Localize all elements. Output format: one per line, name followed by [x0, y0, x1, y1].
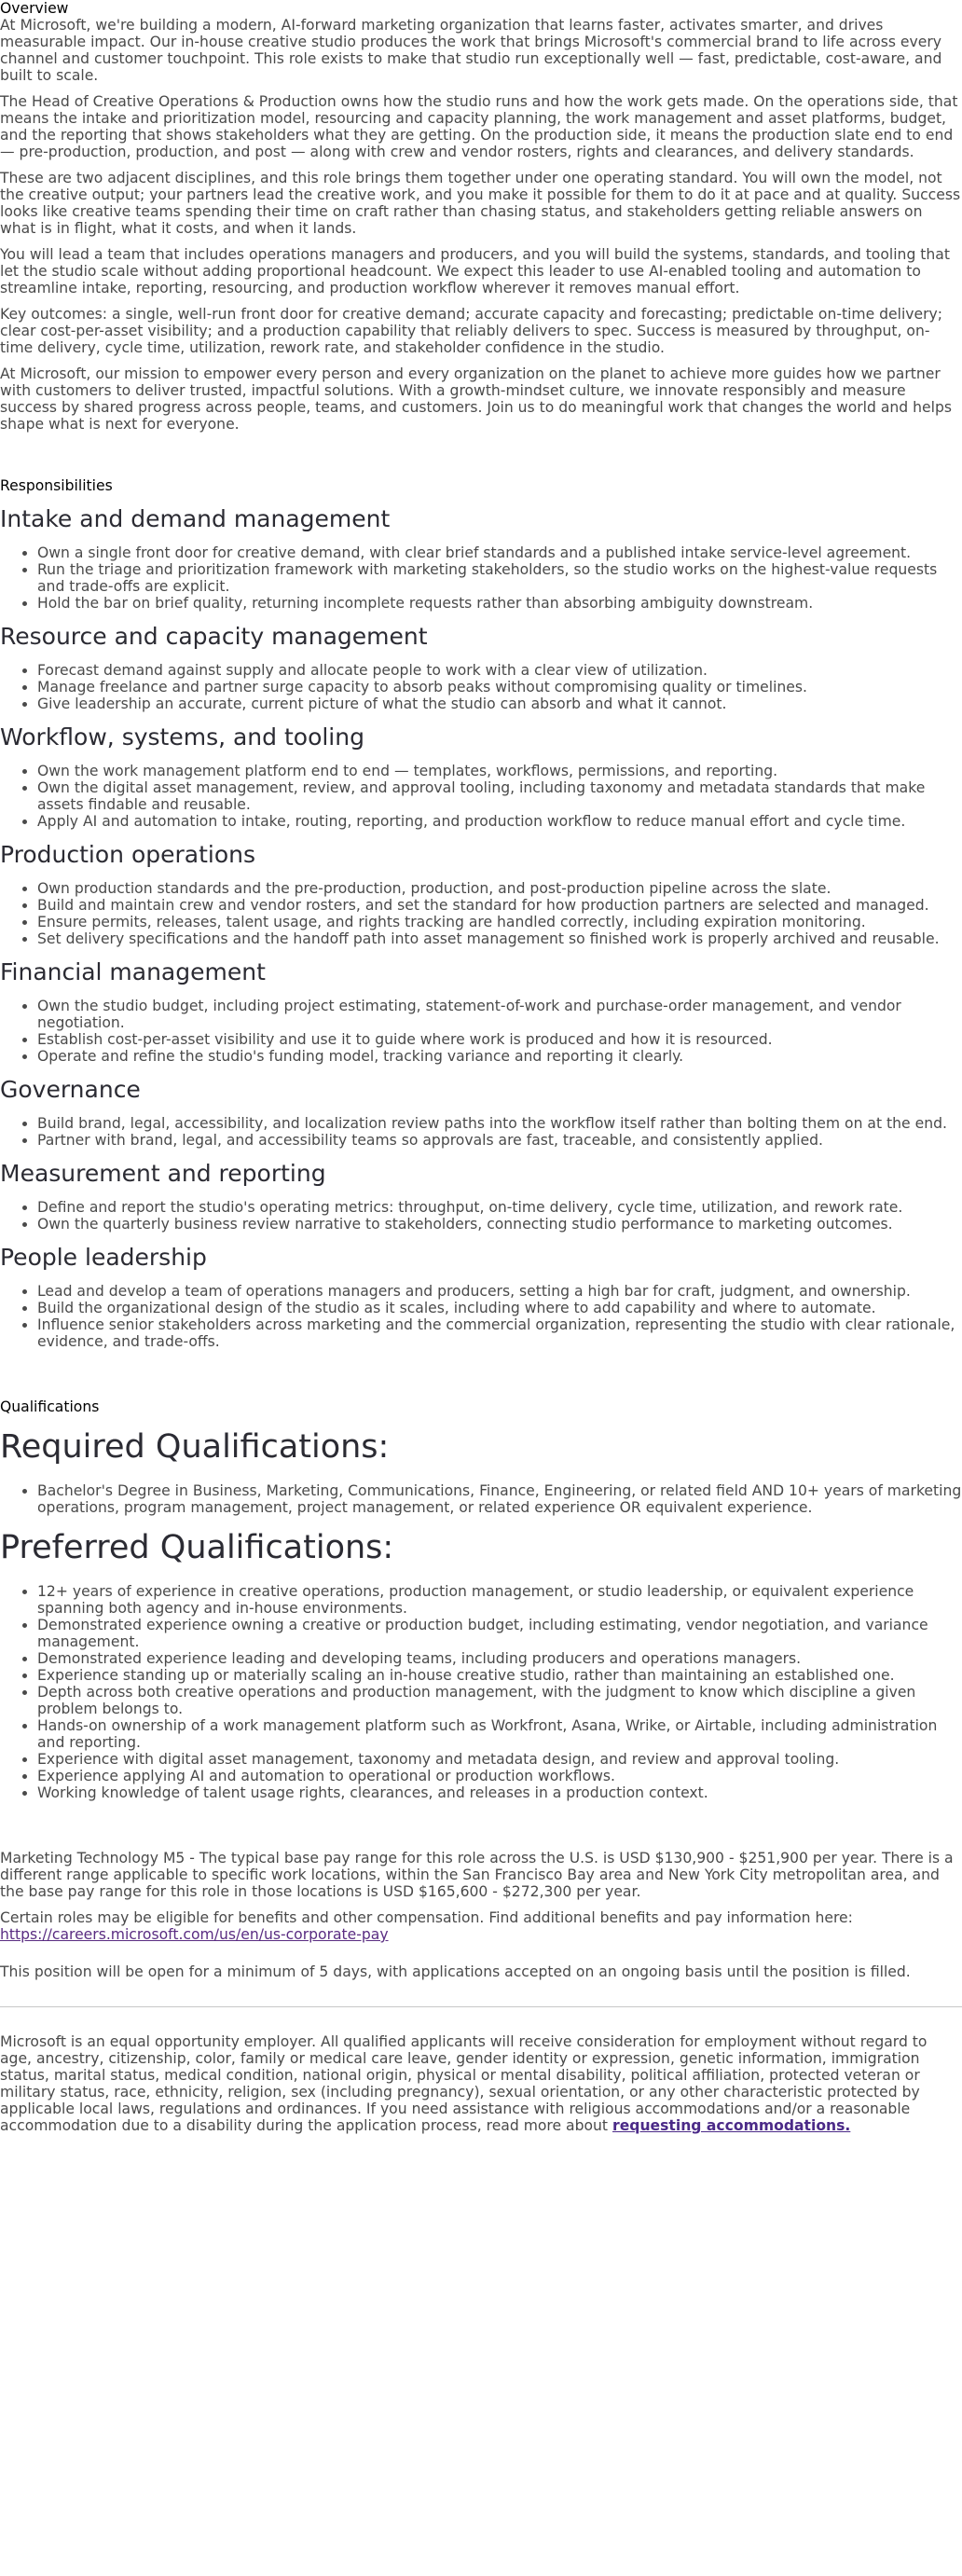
pay-range-text: Marketing Technology M5 - The typical base pay range for this role across the U.S. is USD $130,900 - $251,900 per year. There is a different range applicable to specific work locations, within the San Francisco Bay area and New York City metropolitan area, and the base pay range for this role in those locations is USD $165,600 - $272,300 per year.	[0, 1850, 954, 1900]
responsibility-list	[0, 544, 962, 612]
responsibility-list	[0, 662, 962, 712]
eeo-text: Microsoft is an equal opportunity employer. All qualified applicants will receive consideration for employment without regard to age, ancestry, citizenship, color, family or medical care leave, gender identity or expression, genetic information, immigration status, marital status, medical condition, national origin, physical or mental disability, political affiliation, protected veteran or military status, race, ethnicity, religion, sex (including pregnancy), sexual orientation, or any other characteristic protected by applicable local laws, regulations and ordinances. If you need assistance with religious accommodations and/or a reasonable accommodation due to a disability during the application process, read more about	[0, 2033, 928, 2134]
responsibilities-section	[0, 477, 962, 1350]
list-item: • Operate and refine the studio's funding model, tracking variance and reporting it clearly.	[37, 1048, 962, 1065]
responsibility-heading: Production operations	[0, 841, 256, 868]
list-item: • Ensure permits, releases, talent usage, and rights tracking are handled correctly, including expiration monitoring.	[37, 914, 962, 930]
responsibility-list	[0, 1115, 962, 1149]
list-item: • Define and report the studio's operating metrics: throughput, on-time delivery, cycle time, utilization, and rework rate.	[37, 1199, 962, 1216]
list-item: • Own the digital asset management, review, and approval tooling, including taxonomy and metadata standards that make assets findable and reusable.	[37, 779, 962, 813]
list-item: • Experience standing up or materially scaling an in-house creative studio, rather than maintaining an established one.	[37, 1667, 962, 1684]
list-item: • Partner with brand, legal, and accessibility teams so approvals are fast, traceable, and consistently applied.	[37, 1132, 962, 1149]
responsibility-heading: People leadership	[0, 1244, 207, 1271]
list-item: • Bachelor's Degree in Business, Marketing, Communications, Finance, Engineering, or related field AND 10+ years of marketing operations, program management, project management, or related experience OR equivalent experience.	[37, 1482, 962, 1516]
preferred-qualifications-list	[0, 1583, 962, 1801]
list-item: • Manage freelance and partner surge capacity to absorb peaks without compromising quality or timelines.	[37, 679, 962, 696]
divider	[0, 2006, 962, 2007]
responsibility-list	[0, 1283, 962, 1350]
qualifications-section	[0, 1398, 962, 1801]
responsibility-heading: Workflow, systems, and tooling	[0, 723, 364, 751]
list-item: • Own the quarterly business review narrative to stakeholders, connecting studio performance to marketing outcomes.	[37, 1216, 962, 1233]
benefits-text: Certain roles may be eligible for benefits and other compensation. Find additional benefits and pay information here:	[0, 1909, 853, 1926]
compensation-section	[0, 1850, 962, 1943]
list-item: • Forecast demand against supply and allocate people to work with a clear view of utilization.	[37, 662, 962, 679]
eeo-statement	[0, 2033, 962, 2134]
overview-paragraph: Key outcomes: a single, well-run front door for creative demand; accurate capacity and forecasting; predictable on-time delivery; clear cost-per-asset visibility; and a production capability that reliably delivers to spec. Success is measured by throughput, on-time delivery, cycle time, utilization, rework rate, and stakeholder confidence in the studio.	[0, 306, 943, 356]
list-item: • Own a single front door for creative demand, with clear brief standards and a published intake service-level agreement.	[37, 544, 962, 561]
list-item: • Build and maintain crew and vendor rosters, and set the standard for how production partners are selected and managed.	[37, 897, 962, 914]
list-item: • Hold the bar on brief quality, returning incomplete requests rather than absorbing ambiguity downstream.	[37, 595, 962, 612]
list-item: • Run the triage and prioritization framework with marketing stakeholders, so the studio works on the highest-value requests and trade-offs are explicit.	[37, 561, 962, 595]
responsibility-list	[0, 1199, 962, 1233]
accommodations-link[interactable]: requesting accommodations.	[612, 2117, 851, 2134]
responsibilities-label: Responsibilities	[0, 477, 113, 494]
list-item: • Experience with digital asset management, taxonomy and metadata design, and review and approval tooling.	[37, 1751, 962, 1768]
responsibility-list	[0, 880, 962, 947]
overview-section	[0, 0, 962, 433]
responsibility-heading: Intake and demand management	[0, 505, 391, 532]
list-item: • Depth across both creative operations and production management, with the judgment to know which discipline a given problem belongs to.	[37, 1684, 962, 1717]
list-item: • Give leadership an accurate, current picture of what the studio can absorb and what it cannot.	[37, 696, 962, 712]
list-item: • Establish cost-per-asset visibility and use it to guide where work is produced and how it is resourced.	[37, 1031, 962, 1048]
responsibility-heading: Resource and capacity management	[0, 623, 428, 650]
qualifications-label: Qualifications	[0, 1398, 100, 1415]
list-item: • Demonstrated experience owning a creative or production budget, including estimating, vendor negotiation, and variance management.	[37, 1617, 962, 1650]
overview-paragraph: The Head of Creative Operations & Production owns how the studio runs and how the work gets made. On the operations side, that means the intake and prioritization model, resourcing and capacity planning, the work management and asset platforms, budget, and the reporting that shows stakeholders what they are getting. On the production side, it means the production slate end to end — pre-production, production, and post — along with crew and vendor rosters, rights and clearances, and delivery standards.	[0, 93, 958, 160]
list-item: • Apply AI and automation to intake, routing, reporting, and production workflow to reduce manual effort and cycle time.	[37, 813, 962, 830]
list-item: • Influence senior stakeholders across marketing and the commercial organization, representing the studio with clear rationale, evidence, and trade-offs.	[37, 1316, 962, 1350]
overview-paragraph: At Microsoft, we're building a modern, AI-forward marketing organization that learns faster, activates smarter, and drives measurable impact. Our in-house creative studio produces the work that brings Microsoft's commercial brand to life across every channel and customer touchpoint. This role exists to make that studio run exceptionally well — fast, predictable, cost-aware, and built to scale.	[0, 17, 942, 84]
list-item: • 12+ years of experience in creative operations, production management, or studio leadership, or equivalent experience spanning both agency and in-house environments.	[37, 1583, 962, 1617]
responsibility-list	[0, 998, 962, 1065]
responsibility-list	[0, 763, 962, 830]
list-item: • Own the work management platform end to end — templates, workflows, permissions, and reporting.	[37, 763, 962, 779]
responsibility-heading: Governance	[0, 1076, 141, 1103]
overview-paragraph: You will lead a team that includes operations managers and producers, and you will build the systems, standards, and tooling that let the studio scale without adding proportional headcount. We expect this leader to use AI-enabled tooling and automation to streamline intake, reporting, resourcing, and production workflow wherever it removes manual effort.	[0, 246, 950, 296]
list-item: • Own the studio budget, including project estimating, statement-of-work and purchase-order management, and vendor negotiation.	[37, 998, 962, 1031]
responsibility-heading: Measurement and reporting	[0, 1160, 326, 1187]
spacer	[0, 1943, 962, 1963]
responsibilities-list	[0, 505, 962, 1350]
list-item: • Set delivery specifications and the handoff path into asset management so finished work is properly archived and reusable.	[37, 930, 962, 947]
required-qualifications-list	[0, 1482, 962, 1516]
required-qualifications-heading: Required Qualifications:	[0, 1428, 390, 1466]
spacer	[0, 1812, 962, 1850]
list-item: • Demonstrated experience leading and developing teams, including producers and operations managers.	[37, 1650, 962, 1667]
list-item: • Hands-on ownership of a work management platform such as Workfront, Asana, Wrike, or Airtable, including administration and reporting.	[37, 1717, 962, 1751]
overview-label: Overview	[0, 0, 69, 17]
list-item: • Build the organizational design of the studio as it scales, including where to add capability and where to automate.	[37, 1300, 962, 1316]
spacer	[0, 1361, 962, 1398]
spacer	[0, 433, 962, 477]
overview-paragraph: These are two adjacent disciplines, and this role brings them together under one operating standard. You will own the model, not the creative output; your partners lead the creative work, and you make it possible for them to do it at pace and at quality. Success looks like creative teams spending their time on craft rather than chasing status, and stakeholders getting reliable answers on what is in flight, what it costs, and when it lands.	[0, 170, 961, 237]
overview-paragraph: At Microsoft, our mission to empower every person and every organization on the planet to achieve more guides how we partner with customers to deliver trusted, impactful solutions. With a growth-mindset culture, we innovate responsibly and measure success by shared progress across people, teams, and customers. Join us to do meaningful work that changes the world and helps shape what is next for everyone.	[0, 365, 952, 433]
list-item: • Lead and develop a team of operations managers and producers, setting a high bar for craft, judgment, and ownership.	[37, 1283, 962, 1300]
list-item: • Build brand, legal, accessibility, and localization review paths into the workflow itself rather than bolting them on at the end.	[37, 1115, 962, 1132]
list-item: • Working knowledge of talent usage rights, clearances, and releases in a production context.	[37, 1784, 962, 1801]
benefits-link[interactable]: https://careers.microsoft.com/us/en/us-corporate-pay	[0, 1926, 389, 1943]
list-item: • Experience applying AI and automation to operational or production workflows.	[37, 1768, 962, 1784]
list-item: • Own production standards and the pre-production, production, and post-production pipeline across the slate.	[37, 880, 962, 897]
preferred-qualifications-heading: Preferred Qualifications:	[0, 1529, 394, 1566]
responsibility-heading: Financial management	[0, 958, 266, 985]
posting-availability-text: This position will be open for a minimum of 5 days, with applications accepted on an ongoing basis until the position is filled.	[0, 1963, 911, 1980]
